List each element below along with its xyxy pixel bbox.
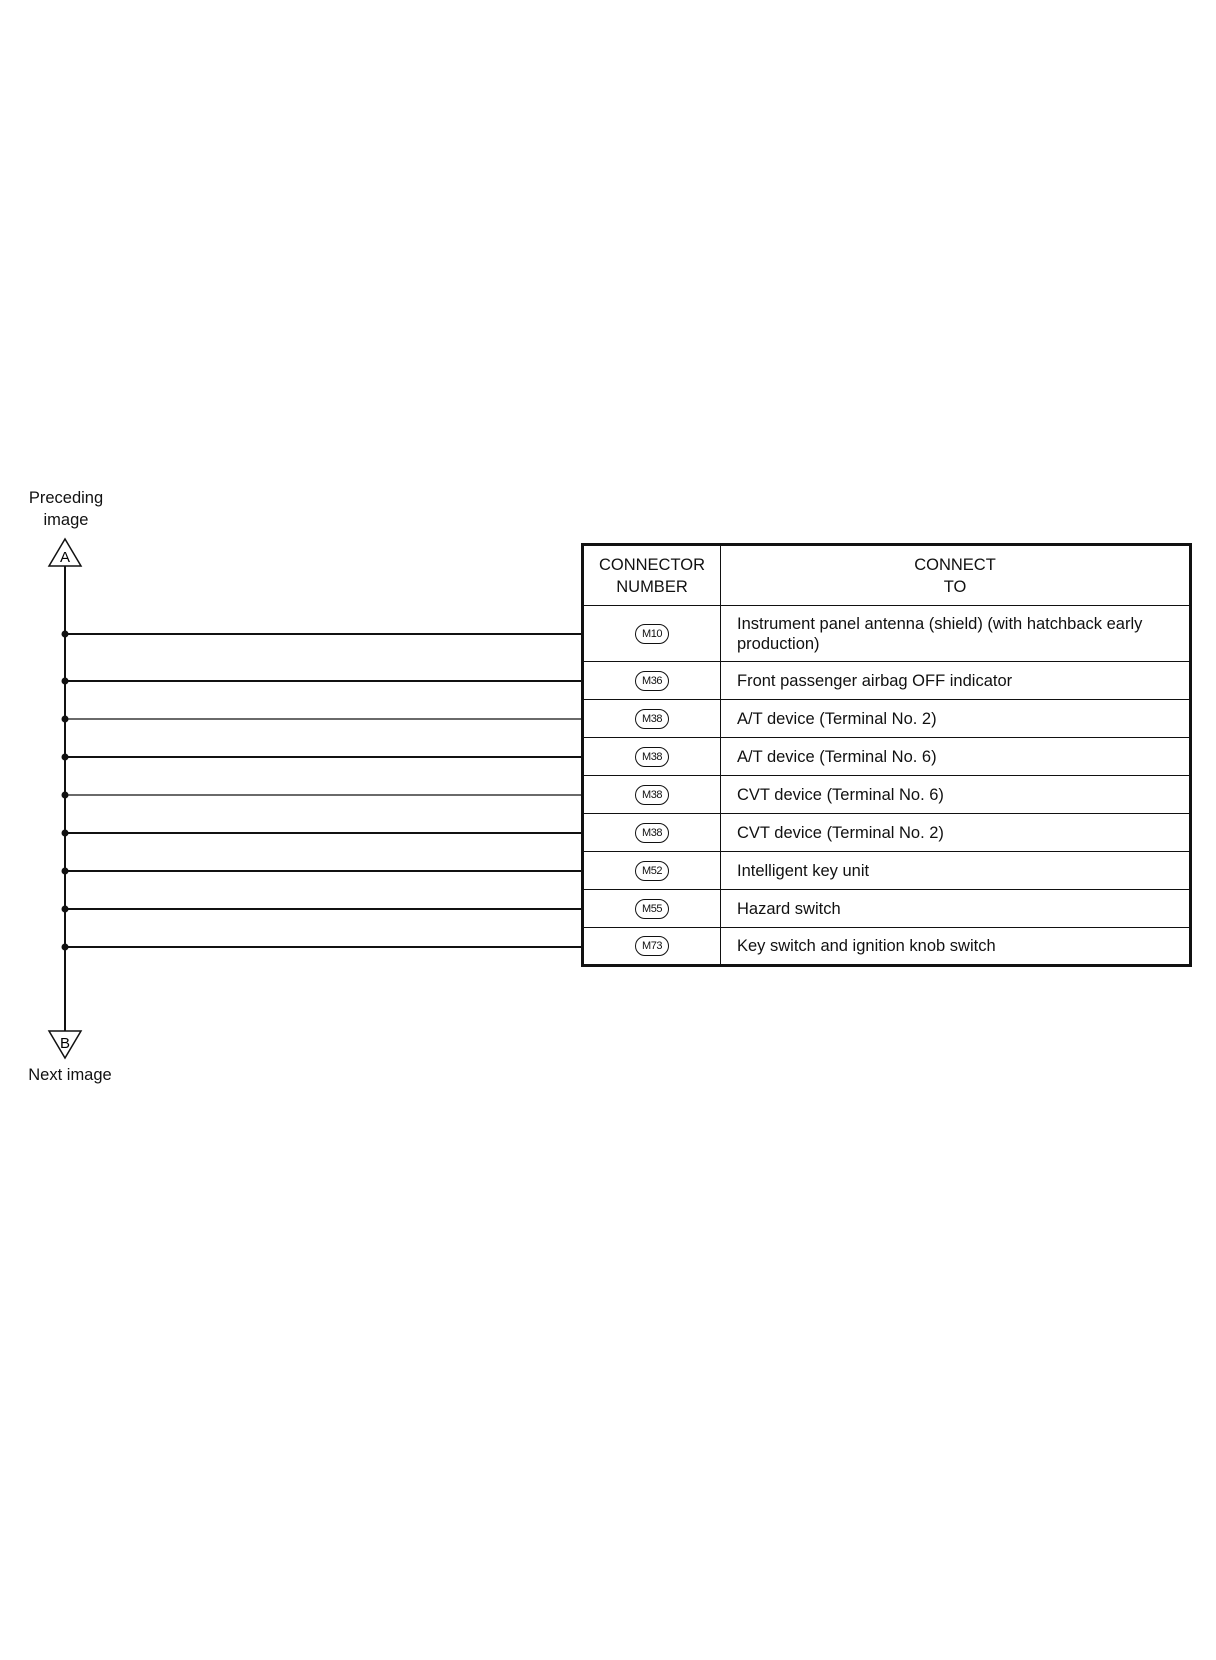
table-row [583, 852, 1191, 890]
connector-a-letter: A [59, 549, 71, 566]
connect-to-cell: Intelligent key unit [721, 852, 1191, 890]
connect-to-cell: Hazard switch [721, 890, 1191, 928]
header-connector-number: CONNECTOR NUMBER [583, 545, 721, 606]
junction-dot [62, 868, 69, 875]
junction-dot [62, 830, 69, 837]
connector-badge: M52 [635, 861, 669, 881]
junction-dot [62, 792, 69, 799]
connector-badge: M38 [635, 823, 669, 843]
header-connect-to: CONNECT TO [721, 545, 1191, 606]
connector-badge: M38 [635, 785, 669, 805]
connect-to-cell: CVT device (Terminal No. 6) [721, 776, 1191, 814]
connect-to-cell: A/T device (Terminal No. 6) [721, 738, 1191, 776]
connect-to-cell: CVT device (Terminal No. 2) [721, 814, 1191, 852]
connector-badge: M38 [635, 709, 669, 729]
connector-badge: M73 [635, 936, 669, 956]
connector-number-cell [583, 738, 721, 776]
connector-badge: M38 [635, 747, 669, 767]
connector-number-cell [583, 928, 721, 966]
table-row [583, 814, 1191, 852]
connector-table [581, 543, 1192, 967]
connect-to-cell: A/T device (Terminal No. 2) [721, 700, 1191, 738]
connector-number-cell [583, 890, 721, 928]
connector-number-cell [583, 662, 721, 700]
connector-number-cell [583, 776, 721, 814]
connector-badge: M36 [635, 671, 669, 691]
connect-to-cell: Instrument panel antenna (shield) (with hatchback early production) [721, 606, 1191, 662]
connector-badge: M10 [635, 624, 669, 644]
connector-b-letter: B [59, 1035, 71, 1052]
table-row [583, 662, 1191, 700]
junction-dot [62, 678, 69, 685]
junction-dot [62, 631, 69, 638]
table-row [583, 928, 1191, 966]
connector-number-cell [583, 814, 721, 852]
connector-number-cell [583, 700, 721, 738]
next-image-label: Next image [28, 1066, 112, 1084]
junction-dot [62, 754, 69, 761]
preceding-image-label: Preceding image [28, 489, 104, 529]
table-row [583, 738, 1191, 776]
table-row [583, 606, 1191, 662]
connector-number-cell [583, 606, 721, 662]
connect-to-cell: Front passenger airbag OFF indicator [721, 662, 1191, 700]
junction-dot [62, 944, 69, 951]
connector-badge: M55 [635, 899, 669, 919]
junction-dot [62, 906, 69, 913]
connector-number-cell [583, 852, 721, 890]
table-row [583, 890, 1191, 928]
table-row [583, 700, 1191, 738]
table-row [583, 776, 1191, 814]
junction-dot [62, 716, 69, 723]
connect-to-cell: Key switch and ignition knob switch [721, 928, 1191, 966]
